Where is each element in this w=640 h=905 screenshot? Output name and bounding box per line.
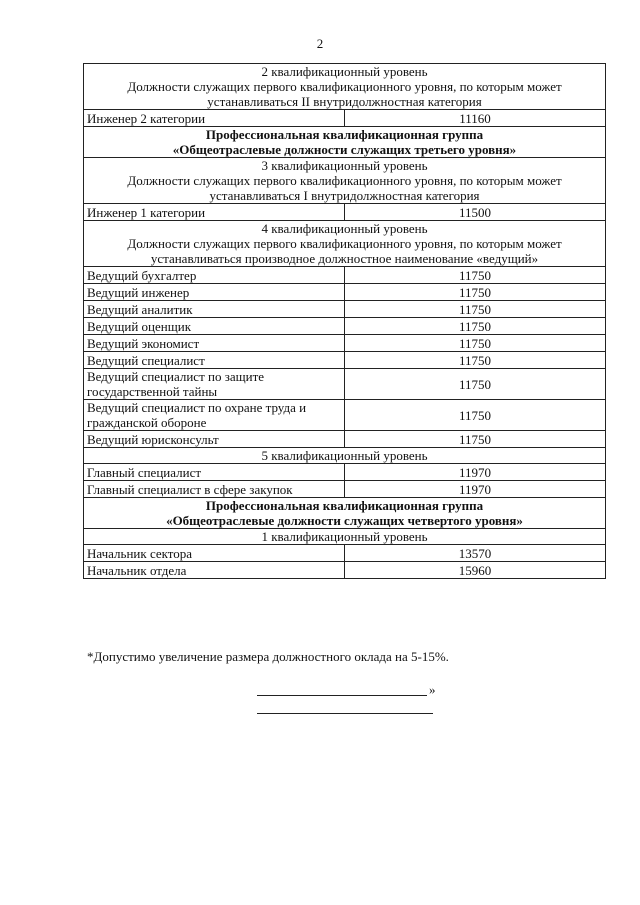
header-line: 5 квалификационный уровень — [261, 448, 428, 463]
header-line: Должности служащих первого квалификационного уровня, по которым может — [127, 79, 562, 94]
level-header-row — [84, 448, 606, 464]
level-header — [84, 448, 606, 464]
salary-value: 11970 — [345, 481, 606, 498]
position-row — [84, 284, 606, 301]
position-name: Начальник отдела — [84, 562, 345, 579]
level-header-row — [84, 158, 606, 204]
salary-value: 11750 — [345, 284, 606, 301]
header-line: 3 квалификационный уровень — [261, 158, 428, 173]
header-line: Должности служащих первого квалификационного уровня, по которым может — [127, 236, 562, 251]
salary-table-body — [84, 64, 606, 579]
header-line: «Общеотраслевые должности служащих третьего уровня» — [172, 142, 517, 157]
position-row — [84, 545, 606, 562]
position-name: Ведущий специалист по защите государственной тайны — [84, 369, 345, 400]
header-line: Профессиональная квалификационная группа — [205, 498, 484, 513]
position-name: Инженер 2 категории — [84, 110, 345, 127]
position-row — [84, 267, 606, 284]
level-header — [84, 529, 606, 545]
position-name: Ведущий оценщик — [84, 318, 345, 335]
salary-value: 15960 — [345, 562, 606, 579]
position-row — [84, 464, 606, 481]
salary-value: 11750 — [345, 352, 606, 369]
position-row — [84, 400, 606, 431]
position-row — [84, 352, 606, 369]
salary-value: 11970 — [345, 464, 606, 481]
salary-value: 11750 — [345, 267, 606, 284]
salary-value: 11750 — [345, 400, 606, 431]
level-header — [84, 221, 606, 267]
level-header — [84, 158, 606, 204]
header-line: устанавливаться I внутридолжностная категория — [209, 188, 480, 203]
group-header-row — [84, 127, 606, 158]
header-line: Должности служащих первого квалификационного уровня, по которым может — [127, 173, 562, 188]
footnote: *Допустимо увеличение размера должностного оклада на 5-15%. — [87, 649, 449, 664]
signature-line — [257, 695, 427, 696]
salary-value: 11750 — [345, 301, 606, 318]
position-row — [84, 204, 606, 221]
position-name: Ведущий инженер — [84, 284, 345, 301]
position-name: Ведущий аналитик — [84, 301, 345, 318]
salary-value: 13570 — [345, 545, 606, 562]
header-line: 4 квалификационный уровень — [261, 221, 428, 236]
level-header-row — [84, 529, 606, 545]
position-row — [84, 562, 606, 579]
group-header — [84, 498, 606, 529]
position-name: Главный специалист — [84, 464, 345, 481]
header-line: 1 квалификационный уровень — [261, 529, 428, 544]
salary-value: 11500 — [345, 204, 606, 221]
level-header — [84, 64, 606, 110]
position-row — [84, 335, 606, 352]
salary-value: 11160 — [345, 110, 606, 127]
header-line: 2 квалификационный уровень — [261, 64, 428, 79]
header-line: «Общеотраслевые должности служащих четвертого уровня» — [166, 513, 523, 528]
position-name: Инженер 1 категории — [84, 204, 345, 221]
header-line: устанавливаться производное должностное наименование «ведущий» — [150, 251, 539, 266]
position-row — [84, 369, 606, 400]
position-row — [84, 431, 606, 448]
position-name: Ведущий специалист — [84, 352, 345, 369]
end-line — [257, 713, 433, 714]
position-row — [84, 301, 606, 318]
position-row — [84, 110, 606, 127]
position-row — [84, 481, 606, 498]
closing-quote: » — [429, 682, 436, 697]
page-number: 2 — [316, 36, 324, 51]
position-name: Ведущий специалист по охране труда и гражданской обороне — [84, 400, 345, 431]
salary-value: 11750 — [345, 431, 606, 448]
group-header-row — [84, 498, 606, 529]
header-line: устанавливаться II внутридолжностная категория — [207, 94, 482, 109]
salary-value: 11750 — [345, 318, 606, 335]
position-name: Ведущий экономист — [84, 335, 345, 352]
header-line: Профессиональная квалификационная группа — [205, 127, 484, 142]
group-header — [84, 127, 606, 158]
position-row — [84, 318, 606, 335]
position-name: Начальник сектора — [84, 545, 345, 562]
position-name: Ведущий бухгалтер — [84, 267, 345, 284]
salary-value: 11750 — [345, 369, 606, 400]
position-name: Главный специалист в сфере закупок — [84, 481, 345, 498]
salary-table — [83, 63, 606, 579]
position-name: Ведущий юрисконсульт — [84, 431, 345, 448]
salary-value: 11750 — [345, 335, 606, 352]
level-header-row — [84, 64, 606, 110]
level-header-row — [84, 221, 606, 267]
